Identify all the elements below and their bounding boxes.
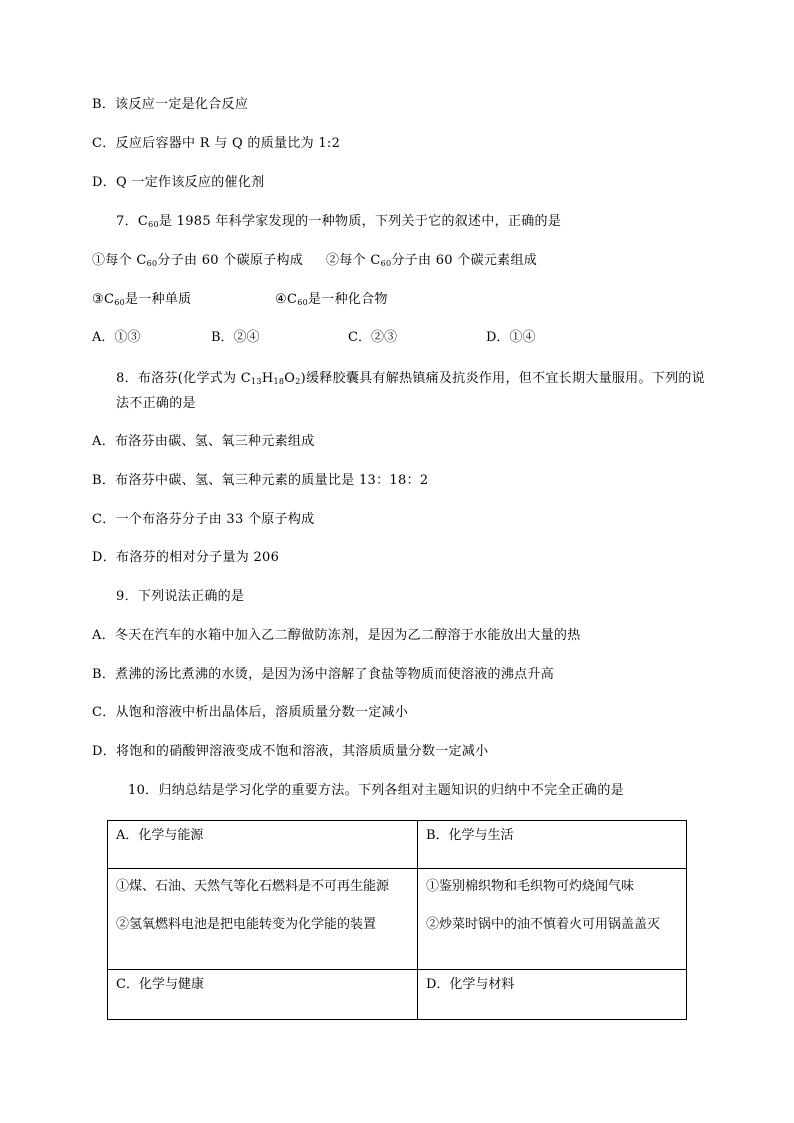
q7-stem: 7．$C_{60}$是 1985 年科学家发现的一种物质，下列关于它的叙述中，正确的是 [116,214,562,229]
q8-option-d[interactable]: D．布洛芬的相对分子量为 206 [92,550,280,565]
cell-b-content [418,869,687,970]
q7-statement-2: ②每个 $C_{60}$分子由 60 个碳元素组成 [326,253,538,268]
q9-option-d[interactable]: D．将饱和的硝酸钾溶液变成不饱和溶液，其溶质质量分数一定减小 [92,744,489,759]
q9-stem: 9．下列说法正确的是 [116,589,245,604]
q7-option-a[interactable]: A．①③ [92,330,141,345]
cell-c-title[interactable]: C．化学与健康 [108,970,418,1020]
q9-option-c[interactable]: C．从饱和溶液中析出晶体后，溶质质量分数一定减小 [92,705,409,720]
q7-option-b[interactable]: B．②④ [211,330,260,345]
q10-stem: 10．归纳总结是学习化学的重要方法。下列各组对主题知识的归纳中不完全正确的是 [128,783,624,798]
a-item-1: ①煤、石油、天然气等化石燃料是不可再生能源 [116,879,390,894]
q8-option-b[interactable]: B．布洛芬中碳、氢、氧三种元素的质量比是 13：18：2 [92,473,429,488]
cell-a-content [108,869,418,970]
q7-statement-4: $④C_{60}$是一种化合物 [275,292,388,307]
b-item-2: ②炒菜时锅中的油不慎着火可用锅盖盖灭 [426,917,661,932]
q7-statement-3: $③C_{60}$是一种单质 [92,292,192,307]
q7-options [92,330,652,346]
q8-option-a[interactable]: A．布洛芬由碳、氢、氧三种元素组成 [92,434,315,449]
cell-b-title[interactable]: B．化学与生活 [418,821,687,869]
q7-option-d[interactable]: D．①④ [486,330,536,345]
q9-option-b[interactable]: B．煮沸的汤比煮沸的水烫，是因为汤中溶解了食盐等物质而使溶液的沸点升高 [92,667,555,682]
q6-option-c: C．反应后容器中 R 与 Q 的质量比为 1:2 [92,136,341,151]
a-item-2: ②氢氧燃料电池是把电能转变为化学能的装置 [116,917,377,932]
q8-stem-line2: 法不正确的是 [116,396,196,411]
cell-d-title[interactable]: D．化学与材料 [418,970,687,1020]
q6-option-d: D．Q 一定作该反应的催化剂 [92,175,265,190]
q6-option-b: B．该反应一定是化合反应 [92,97,249,112]
b-item-1: ①鉴别棉织物和毛织物可灼烧闻气味 [426,879,635,894]
q8-option-c[interactable]: C．一个布洛芬分子由 33 个原子构成 [92,512,315,527]
q7-option-c[interactable]: C．②③ [348,330,397,345]
q10-knowledge-table [107,820,687,1020]
q9-option-a[interactable]: A．冬天在汽车的水箱中加入乙二醇做防冻剂，是因为乙二醇溶于水能放出大量的热 [92,628,581,643]
q8-stem-line1: 8．布洛芬(化学式为 $C_{13}H_{18}O_2$)缓释胶囊具有解热镇痛及抗炎作用，但不宜长期大量服用。下列的说 [116,371,705,386]
cell-a-title[interactable]: A．化学与能源 [108,821,418,869]
q7-statement-1: ①每个 $C_{60}$分子由 60 个碳原子构成 [92,253,304,268]
